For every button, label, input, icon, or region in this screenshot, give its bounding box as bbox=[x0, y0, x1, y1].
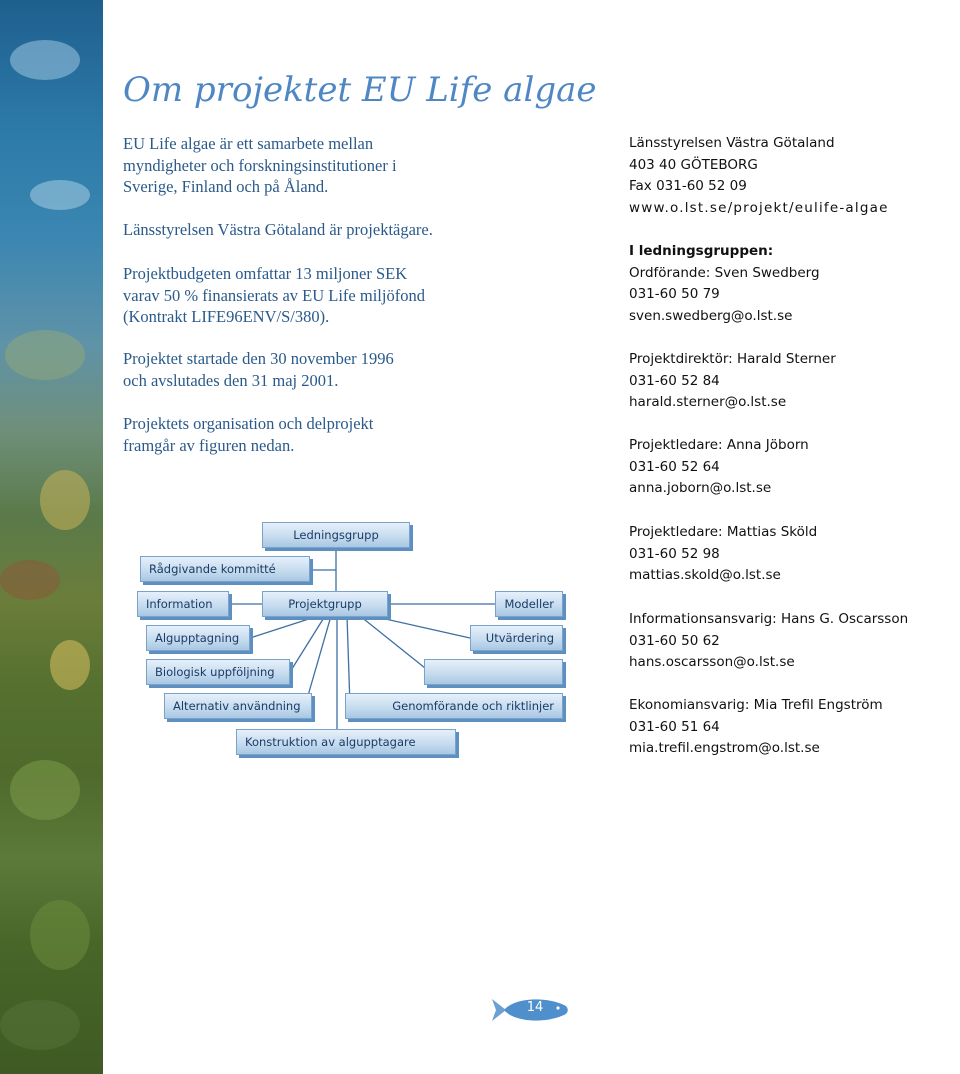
text-line: myndigheter och forskningsinstitutioner i bbox=[123, 155, 397, 175]
text-line: 403 40 GÖTEBORG bbox=[629, 156, 758, 173]
text-line: Projektet startade den 30 november 1996 bbox=[123, 349, 394, 368]
text-line: Sverige, Finland och på Åland. bbox=[123, 177, 329, 196]
contact-organisation bbox=[629, 133, 889, 219]
text-line: harald.sterner@o.lst.se bbox=[629, 394, 787, 410]
text-line: 031-60 52 64 bbox=[629, 458, 720, 475]
contact-project-leader-1 bbox=[629, 435, 809, 500]
contact-chairman bbox=[629, 241, 820, 327]
text-line: varav 50 % finansierats av EU Life miljöfond bbox=[123, 285, 425, 305]
org-box-algupptagning: Algupptagning bbox=[146, 625, 250, 651]
org-box-ledningsgrupp: Ledningsgrupp bbox=[262, 522, 410, 548]
org-box-radgivande-kommitte: Rådgivande kommitté bbox=[140, 556, 310, 582]
text-line: 031-60 50 62 bbox=[629, 632, 720, 649]
org-box-biologisk-uppfoljning: Biologisk uppföljning bbox=[146, 659, 290, 685]
page-title: Om projektet EU Life algae bbox=[123, 70, 597, 110]
text-line: Länsstyrelsen Västra Götaland är projektägare. bbox=[123, 220, 433, 239]
text-line: 031-60 51 64 bbox=[629, 718, 720, 735]
website-text: www.o.lst.se/projekt/eulife-algae bbox=[629, 199, 889, 216]
org-box-konstruktion: Konstruktion av algupptagare bbox=[236, 729, 456, 755]
contact-information-officer bbox=[629, 609, 908, 674]
text-line: mattias.skold@o.lst.se bbox=[629, 567, 781, 583]
contact-director bbox=[629, 349, 836, 414]
text-line: 031-60 52 98 bbox=[629, 545, 720, 562]
text-line: 031-60 52 84 bbox=[629, 372, 720, 389]
org-box-genomforande: Genomförande och riktlinjer bbox=[345, 693, 563, 719]
org-box-information: Information bbox=[137, 591, 229, 617]
text-line: 031-60 50 79 bbox=[629, 286, 720, 302]
org-box-projektgrupp: Projektgrupp bbox=[262, 591, 388, 617]
text-line: Ordförande: Sven Swedberg bbox=[629, 264, 820, 281]
text-line: Länsstyrelsen Västra Götaland bbox=[629, 135, 835, 151]
text-line: Projektledare: Anna Jöborn bbox=[629, 437, 809, 453]
text-line: anna.joborn@o.lst.se bbox=[629, 480, 772, 496]
text-line: EU Life algae är ett samarbete mellan bbox=[123, 134, 374, 153]
text-line: mia.trefil.engstrom@o.lst.se bbox=[629, 740, 820, 756]
text-line: Projektledare: Mattias Sköld bbox=[629, 524, 818, 540]
text-line: sven.swedberg@o.lst.se bbox=[629, 307, 793, 324]
contact-project-leader-2 bbox=[629, 522, 817, 587]
text-line: Projektets organisation och delprojekt bbox=[123, 414, 374, 433]
text-line: Fax 031-60 52 09 bbox=[629, 178, 747, 194]
text-line: (Kontrakt LIFE96ENV/S/380). bbox=[123, 307, 330, 326]
org-box-alternativ-anvandning: Alternativ användning bbox=[164, 693, 312, 719]
org-box-utvardering: Utvärdering bbox=[470, 625, 563, 651]
text-line: Ekonomiansvarig: Mia Trefil Engström bbox=[629, 697, 883, 713]
text-line: Projektdirektör: Harald Sterner bbox=[629, 351, 836, 367]
group-heading: I ledningsgruppen: bbox=[629, 243, 774, 259]
text-line: hans.oscarsson@o.lst.se bbox=[629, 654, 795, 670]
org-box-lonsamhetsstudier bbox=[424, 659, 563, 685]
page-number: 14 bbox=[526, 1000, 544, 1015]
text-line: Informationsansvarig: Hans G. Oscarsson bbox=[629, 611, 909, 627]
text-line: och avslutades den 31 maj 2001. bbox=[123, 370, 339, 390]
contact-finance-officer bbox=[629, 695, 883, 760]
text-line: framgår av figuren nedan. bbox=[123, 435, 295, 455]
text-line: Projektbudgeten omfattar 13 miljoner SEK bbox=[123, 264, 408, 283]
org-box-modeller: Modeller bbox=[495, 591, 563, 617]
